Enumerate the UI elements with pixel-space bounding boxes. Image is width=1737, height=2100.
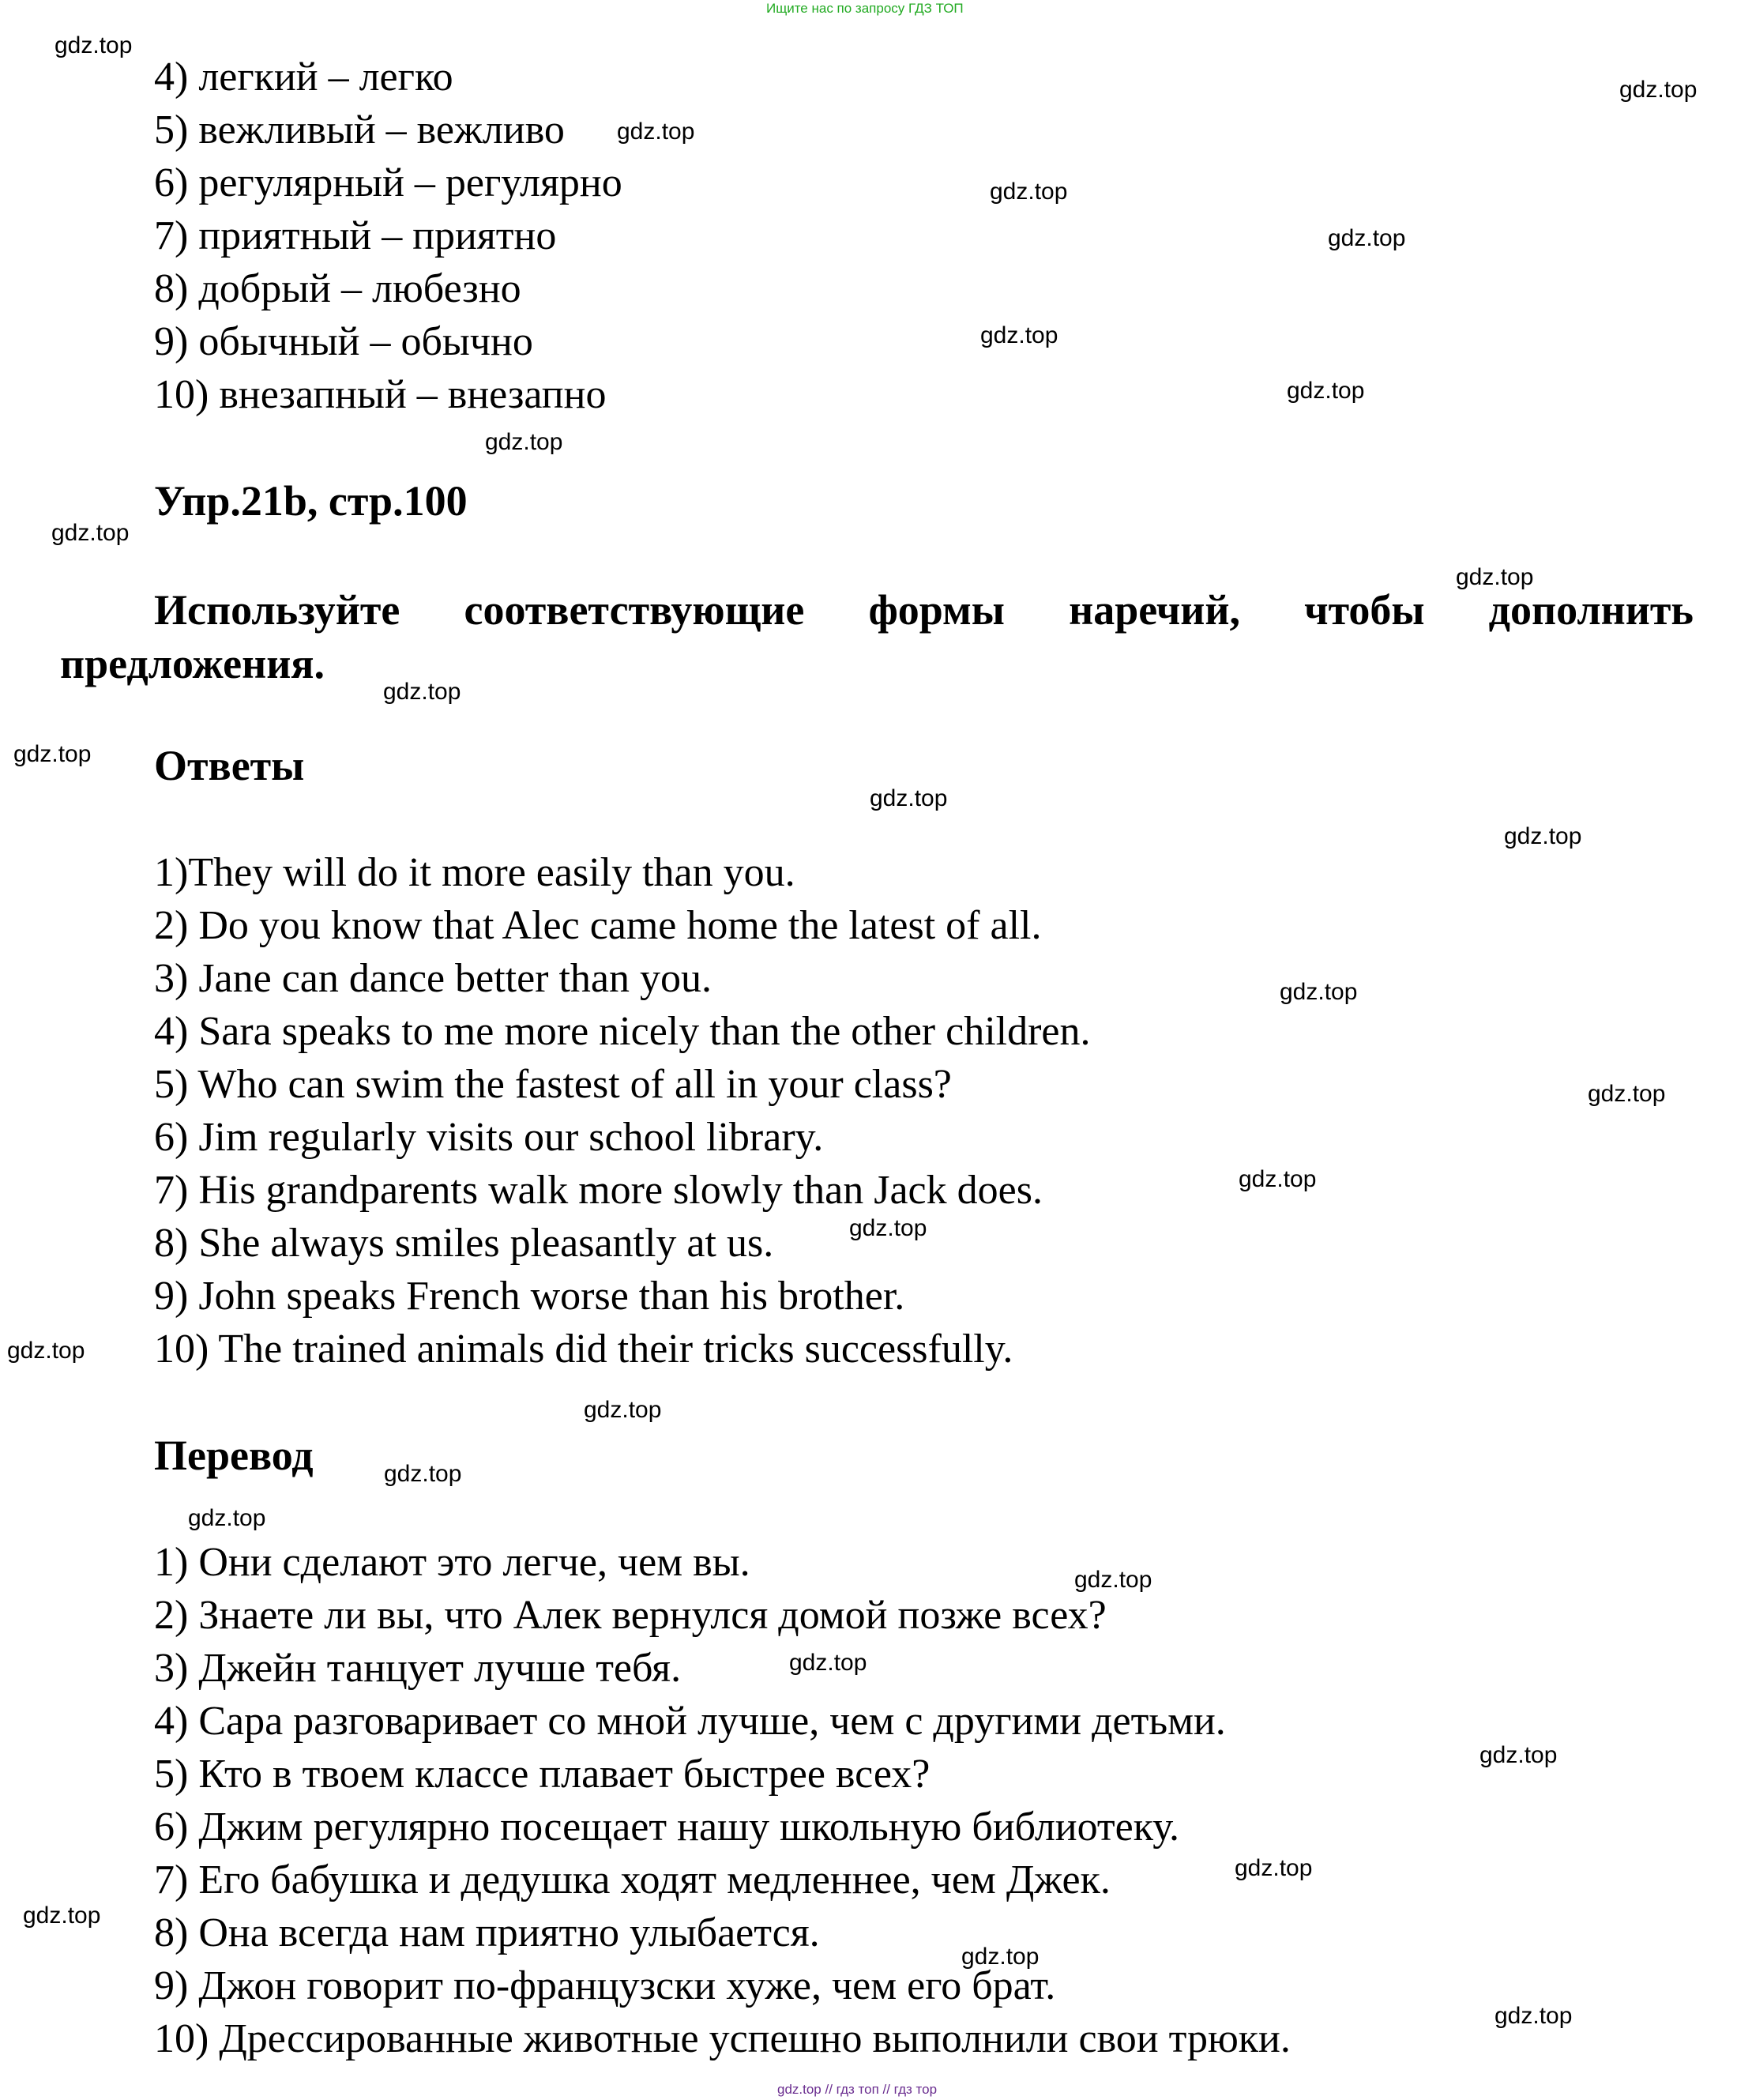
translation-line: 6) Джим регулярно посещает нашу школьную библиотеку. bbox=[154, 1805, 1180, 1850]
translation-heading: Перевод bbox=[154, 1432, 314, 1479]
watermark: gdz.top bbox=[384, 1461, 462, 1487]
answer-line: 1)They will do it more easily than you. bbox=[154, 850, 795, 895]
watermark: gdz.top bbox=[1235, 1855, 1313, 1881]
watermark: gdz.top bbox=[990, 179, 1068, 205]
watermark: gdz.top bbox=[1074, 1567, 1152, 1593]
task-text: Используйте соответствующие формы наречий, чтобы дополнить предложения. bbox=[60, 586, 1694, 687]
answer-line: 8) She always smiles pleasantly at us. bbox=[154, 1221, 774, 1266]
watermark: gdz.top bbox=[7, 1338, 85, 1364]
adverb-item: 8) добрый – любезно bbox=[154, 266, 521, 311]
adverb-item: 7) приятный – приятно bbox=[154, 213, 557, 258]
answer-line: 7) His grandparents walk more slowly than Jack does. bbox=[154, 1168, 1043, 1213]
translation-line: 1) Они сделают это легче, чем вы. bbox=[154, 1540, 750, 1585]
watermark: gdz.top bbox=[51, 520, 130, 546]
watermark: gdz.top bbox=[1479, 1742, 1558, 1768]
answer-line: 4) Sara speaks to me more nicely than the other children. bbox=[154, 1009, 1091, 1054]
watermark: gdz.top bbox=[1456, 564, 1534, 590]
adverb-item: 9) обычный – обычно bbox=[154, 319, 533, 364]
watermark: gdz.top bbox=[383, 679, 461, 705]
adverb-item: 4) легкий – легко bbox=[154, 55, 453, 100]
translation-line: 7) Его бабушка и дедушка ходят медленнее, чем Джек. bbox=[154, 1857, 1111, 1902]
translation-line: 10) Дрессированные животные успешно выполнили свои трюки. bbox=[154, 2016, 1291, 2061]
watermark: gdz.top bbox=[1619, 77, 1698, 103]
watermark: gdz.top bbox=[617, 119, 695, 145]
watermark: gdz.top bbox=[1287, 378, 1365, 404]
adverb-item: 5) вежливый – вежливо bbox=[154, 107, 565, 152]
watermark: gdz.top bbox=[188, 1505, 266, 1531]
translation-line: 4) Сара разговаривает со мной лучше, чем с другими детьми. bbox=[154, 1699, 1226, 1744]
watermark: gdz.top bbox=[1494, 2003, 1573, 2029]
translation-line: 9) Джон говорит по-французски хуже, чем его брат. bbox=[154, 1963, 1056, 2008]
watermark: gdz.top bbox=[23, 1902, 101, 1929]
answer-line: 2) Do you know that Alec came home the latest of all. bbox=[154, 903, 1042, 948]
watermark: gdz.top bbox=[485, 429, 563, 455]
adverb-item: 6) регулярный – регулярно bbox=[154, 160, 622, 205]
watermark: gdz.top bbox=[1239, 1166, 1317, 1192]
watermark: gdz.top bbox=[1280, 979, 1358, 1005]
exercise-title: Упр.21b, стр.100 bbox=[154, 477, 468, 525]
watermark: gdz.top bbox=[1328, 225, 1406, 251]
translation-line: 8) Она всегда нам приятно улыбается. bbox=[154, 1910, 820, 1955]
watermark: gdz.top bbox=[789, 1650, 867, 1676]
watermark: gdz.top bbox=[980, 322, 1058, 348]
watermark: gdz.top bbox=[1504, 823, 1582, 849]
answers-heading: Ответы bbox=[154, 742, 305, 789]
translation-line: 3) Джейн танцует лучше тебя. bbox=[154, 1646, 682, 1691]
answer-line: 3) Jane can dance better than you. bbox=[154, 956, 712, 1001]
watermark: gdz.top bbox=[870, 785, 948, 811]
watermark: gdz.top bbox=[55, 32, 133, 58]
header-banner: Ищите нас по запросу ГДЗ ТОП bbox=[766, 1, 964, 16]
watermark: gdz.top bbox=[13, 741, 92, 767]
watermark: gdz.top bbox=[961, 1944, 1040, 1970]
answer-line: 6) Jim regularly visits our school library. bbox=[154, 1115, 824, 1160]
translation-line: 2) Знаете ли вы, что Алек вернулся домой позже всех? bbox=[154, 1593, 1107, 1638]
adverb-item: 10) внезапный – внезапно bbox=[154, 372, 607, 417]
translation-line: 5) Кто в твоем классе плавает быстрее всех? bbox=[154, 1752, 931, 1797]
answer-line: 5) Who can swim the fastest of all in your class? bbox=[154, 1062, 952, 1107]
footer-banner: gdz.top // гдз топ // гдз тор bbox=[777, 2082, 938, 2097]
answer-line: 10) The trained animals did their tricks successfully. bbox=[154, 1327, 1013, 1372]
watermark: gdz.top bbox=[1588, 1081, 1666, 1107]
answer-line: 9) John speaks French worse than his brother. bbox=[154, 1274, 905, 1319]
watermark: gdz.top bbox=[849, 1215, 927, 1241]
watermark: gdz.top bbox=[584, 1397, 662, 1423]
